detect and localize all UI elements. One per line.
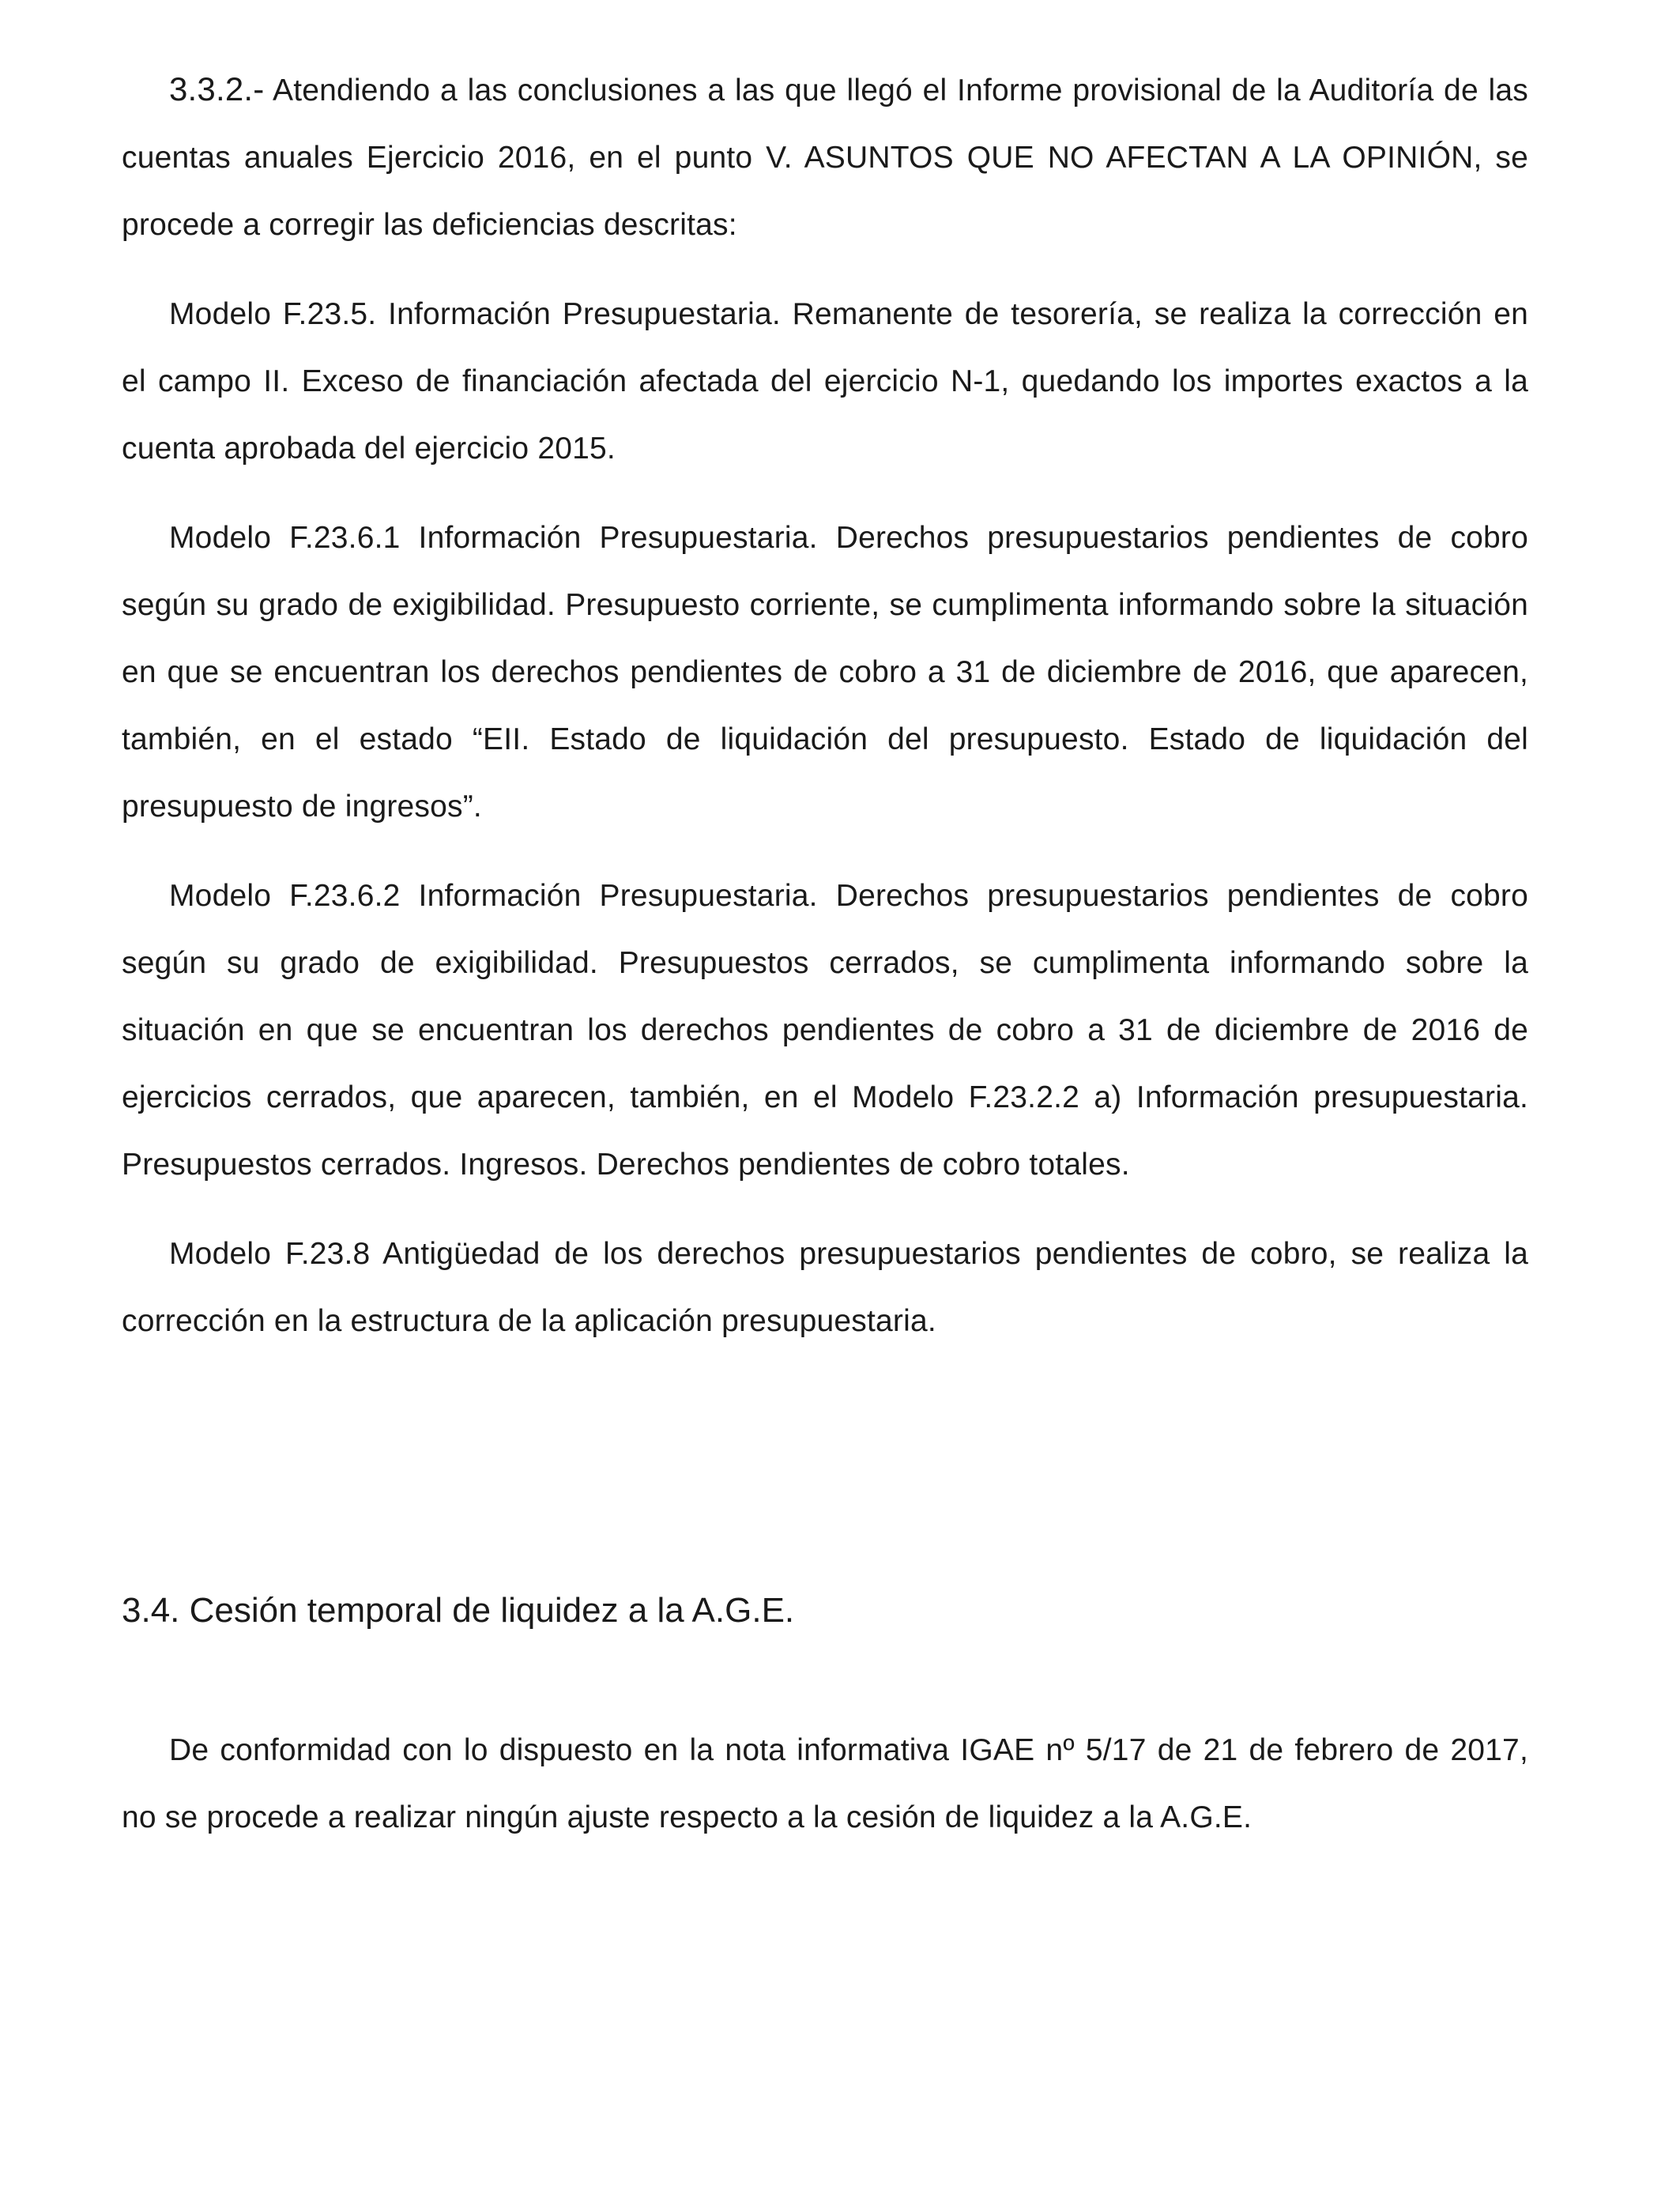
paragraph-cesion-liquidez: De conformidad con lo dispuesto en la nota informativa IGAE nº 5/17 de 21 de febrero de 2017, no se procede a realizar ningún ajuste respecto a la cesión de liquidez a la A.G.E. xyxy=(122,1733,1528,1834)
paragraph-modelo-f2361: Modelo F.23.6.1 Información Presupuestaria. Derechos presupuestarios pendientes de cobro según su grado de exigibilidad. Presupuesto corriente, se cumplimenta informando sobre la situación en que se encuentran los derechos pendientes de cobro a 31 de diciembre de 2016, que aparecen, también, en el estado “EII. Estado de liquidación del presupuesto. Estado de liquidación del presupuesto de ingresos”. xyxy=(122,521,1528,824)
paragraph-modelo-f235: Modelo F.23.5. Información Presupuestaria. Remanente de tesorería, se realiza la corrección en el campo II. Exceso de financiación afectada del ejercicio N-1, quedando los importes exactos a la cuenta aprobada del ejercicio 2015. xyxy=(122,297,1528,466)
document-page xyxy=(122,55,1528,1355)
paragraph-modelo-f2362: Modelo F.23.6.2 Información Presupuestaria. Derechos presupuestarios pendientes de cobro según su grado de exigibilidad. Presupuestos cerrados, se cumplimenta informando sobre la situación en que se encuentran los derechos pendientes de cobro a 31 de diciembre de 2016 de ejercicios cerrados, que aparecen, también, en el Modelo F.23.2.2 a) Información presupuestaria. Presupuestos cerrados. Ingresos. Derechos pendientes de cobro totales. xyxy=(122,879,1528,1182)
paragraph-intro xyxy=(122,55,1528,258)
paragraph-modelo-f238: Modelo F.23.8 Antigüedad de los derechos presupuestarios pendientes de cobro, se realiza la corrección en la estructura de la aplicación presupuestaria. xyxy=(122,1237,1528,1338)
intro-text: Atendiendo a las conclusiones a las que llegó el Informe provisional de la Auditoría de las cuentas anuales Ejercicio 2016, en el punto V. ASUNTOS QUE NO AFECTAN A LA OPINIÓN, se procede a corregir las deficiencias descritas: xyxy=(122,74,1528,242)
section-number: 3.3.2.- xyxy=(169,70,265,107)
section-heading: 3.4. Cesión temporal de liquidez a la A.G.E. xyxy=(122,1591,795,1630)
